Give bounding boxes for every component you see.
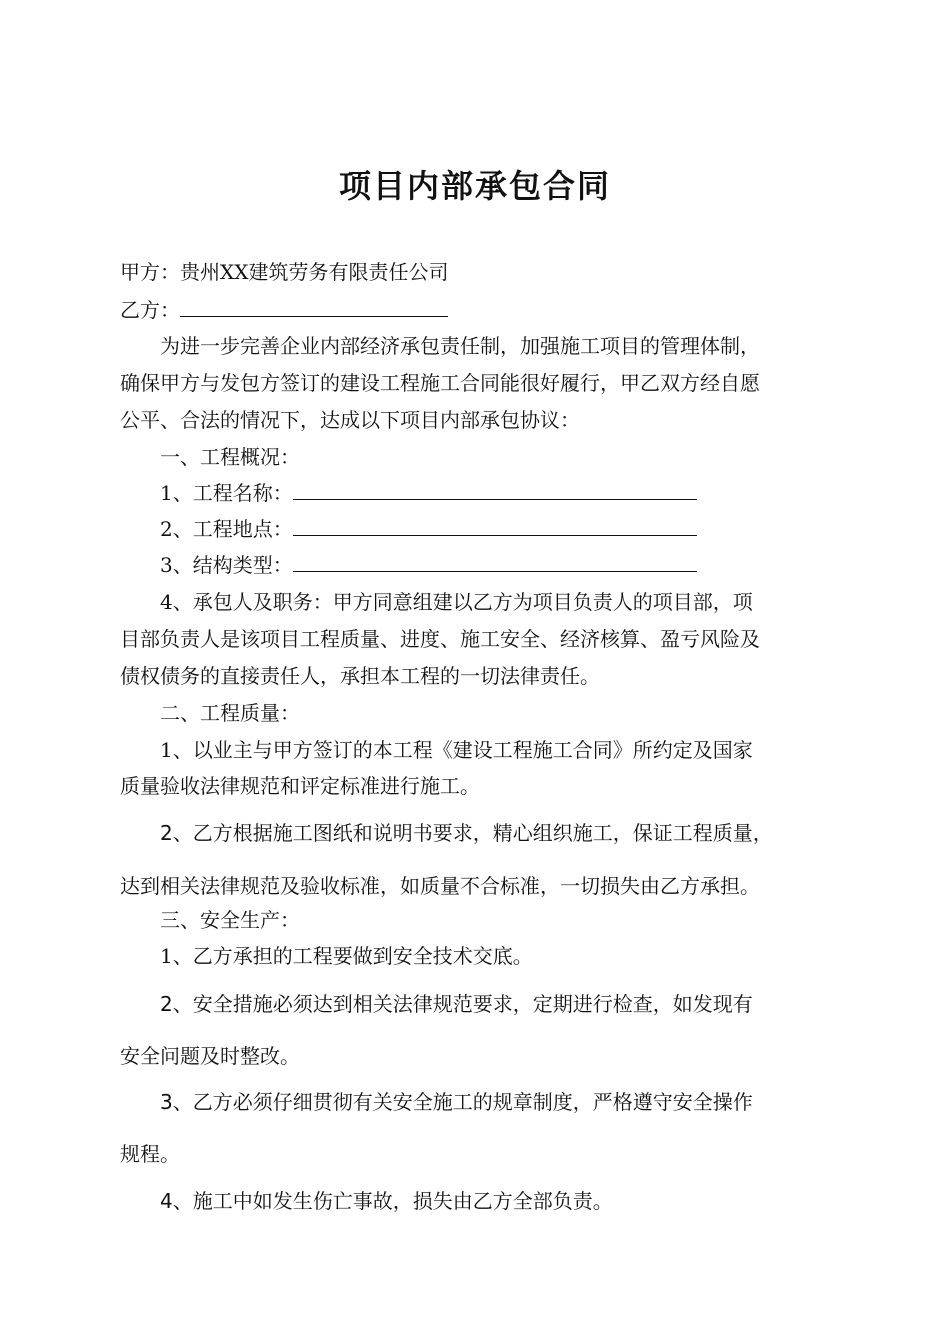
intro-line-2: 确保甲方与发包方签订的建设工程施工合同能很好履行，甲乙双方经自愿 bbox=[120, 371, 760, 395]
contractor-line-3: 债权债务的直接责任人，承担本工程的一切法律责任。 bbox=[120, 664, 600, 688]
quality-item-2-number: 2 bbox=[160, 821, 173, 845]
project-location-blank bbox=[293, 515, 697, 536]
intro-line-3: 公平、合法的情况下，达成以下项目内部承包协议： bbox=[120, 408, 580, 432]
quality-item-2-line-2: 达到相关法律规范及验收标准，如质量不合标准，一切损失由乙方承担。 bbox=[120, 874, 760, 898]
safety-item-2-line-1 bbox=[160, 990, 753, 1018]
safety-item-4-text: 、施工中如发生伤亡事故，损失由乙方全部负责。 bbox=[172, 1189, 613, 1213]
structure-type-field bbox=[160, 551, 697, 579]
party-b-label: 乙方： bbox=[120, 298, 180, 322]
section-2-heading: 二、工程质量： bbox=[160, 701, 300, 725]
quality-item-1-line-2: 质量验收法律规范和评定标准进行施工。 bbox=[120, 774, 480, 798]
party-b-blank bbox=[180, 296, 448, 317]
quality-item-2-text: 、乙方根据施工图纸和说明书要求，精心组织施工，保证工程质量， bbox=[172, 821, 773, 845]
safety-item-3-text: 、乙方必须仔细贯彻有关安全施工的规章制度，严格遵守安全操作 bbox=[172, 1090, 753, 1114]
project-name-blank bbox=[293, 479, 697, 500]
safety-item-2-line-2: 安全问题及时整改。 bbox=[120, 1044, 300, 1068]
structure-type-blank bbox=[293, 551, 697, 572]
safety-item-3-line-1 bbox=[160, 1088, 753, 1116]
party-a-line: 甲方：贵州XX建筑劳务有限责任公司 bbox=[120, 260, 449, 284]
section-3-heading: 三、安全生产： bbox=[160, 908, 300, 932]
quality-item-1-line-1: 1、以业主与甲方签订的本工程《建设工程施工合同》所约定及国家 bbox=[160, 738, 753, 762]
section-1-heading: 一、工程概况： bbox=[160, 445, 300, 469]
project-name-field bbox=[160, 479, 697, 507]
safety-item-2-number: 2 bbox=[160, 992, 173, 1016]
contractor-line-1: 4、承包人及职务：甲方同意组建以乙方为项目负责人的项目部，项 bbox=[160, 590, 753, 614]
intro-line-1: 为进一步完善企业内部经济承包责任制，加强施工项目的管理体制， bbox=[160, 334, 760, 358]
document-title: 项目内部承包合同 bbox=[338, 167, 611, 205]
safety-item-3-number: 3 bbox=[160, 1090, 173, 1114]
contractor-line-2: 目部负责人是该项目工程质量、进度、施工安全、经济核算、盈亏风险及 bbox=[120, 627, 760, 651]
safety-item-3-line-2: 规程。 bbox=[120, 1142, 180, 1166]
quality-item-2-line-1 bbox=[160, 819, 773, 847]
safety-item-4-number: 4 bbox=[160, 1189, 173, 1213]
project-location-label: 2、工程地点： bbox=[160, 517, 293, 541]
safety-item-2-text: 、安全措施必须达到相关法律规范要求，定期进行检查，如发现有 bbox=[172, 992, 753, 1016]
party-b-line bbox=[120, 296, 448, 324]
project-name-label: 1、工程名称： bbox=[160, 481, 293, 505]
safety-item-4 bbox=[160, 1187, 613, 1215]
project-location-field bbox=[160, 515, 697, 543]
safety-item-1: 1、乙方承担的工程要做到安全技术交底。 bbox=[160, 944, 533, 968]
structure-type-label: 3、结构类型： bbox=[160, 553, 293, 577]
